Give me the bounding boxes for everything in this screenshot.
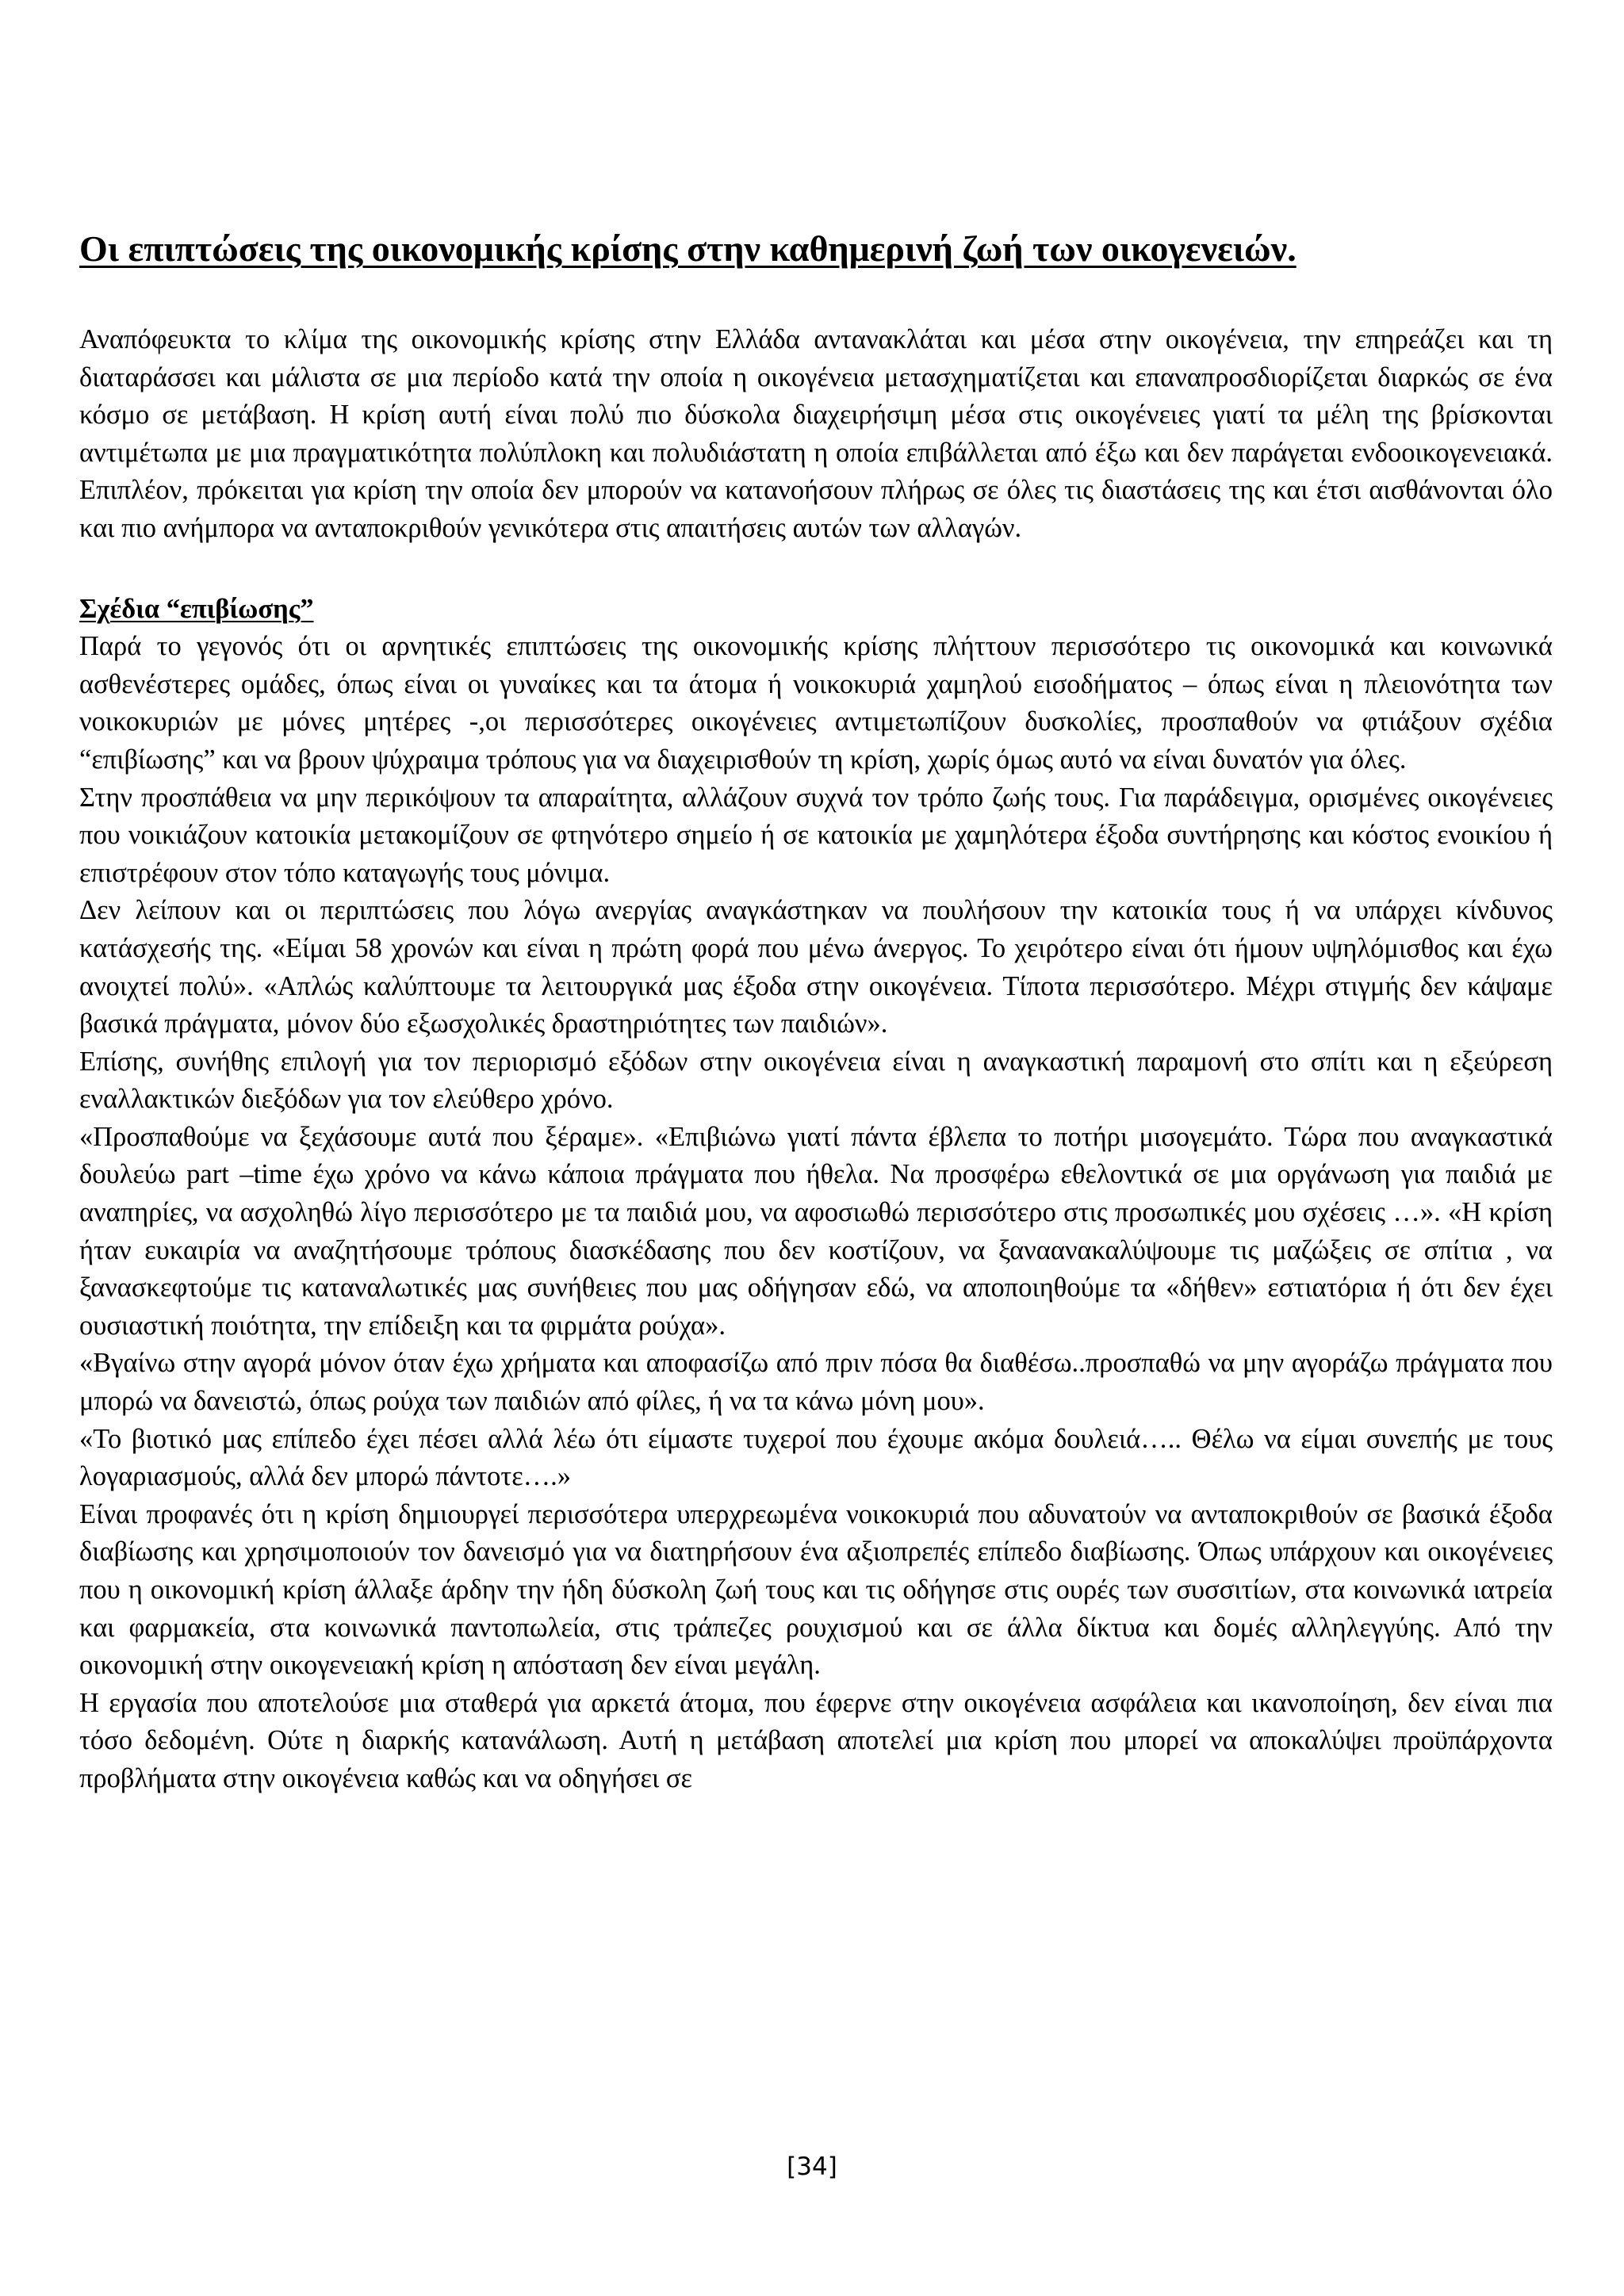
body-text	[79, 321, 1553, 1798]
paragraph: Παρά το γεγονός ότι οι αρνητικές επιπτώσεις της οικονομικής κρίσης πλήττουν περισσότερο τις οικονομικά και κοινωνικά ασθενέστερες ομάδες, όπως είναι οι γυναίκες και τα άτομα ή νοικοκυριά χαμηλού εισοδήματος – όπως είναι η πλειονότητα των νοικοκυριών με μόνες μητέρες -,οι περισσότερες οικογένειες αντιμετωπίζουν δυσκολίες, προσπαθούν να φτιάξουν σχέδια “επιβίωσης” και να βρουν ψύχραιμα τρόπους για να διαχειρισθούν τη κρίση, χωρίς όμως αυτό να είναι δυνατόν για όλες.	[79, 631, 1553, 775]
paragraph: «Βγαίνω στην αγορά μόνον όταν έχω χρήματα και αποφασίζω από πριν πόσα θα διαθέσω..προσπαθώ να μην αγοράζω πράγματα που μπορώ να δανειστώ, όπως ρούχα των παιδιών από φίλες, ή να τα κάνω μόνη μου».	[79, 1348, 1553, 1417]
paragraph: «Προσπαθούμε να ξεχάσουμε αυτά που ξέραμε». «Επιβιώνω γιατί πάντα έβλεπα το ποτήρι μισογεμάτο. Τώρα που αναγκαστικά δουλεύω part –time έχω χρόνο να κάνω κάποια πράγματα που ήθελα. Να προσφέρω εθελοντικά σε μια οργάνωση για παιδιά με αναπηρίες, να ασχοληθώ λίγο περισσότερο με τα παιδιά μου, να αφοσιωθώ περισσότερο στις προσωπικές μου σχέσεις …». «Η κρίση ήταν ευκαιρία να αναζητήσουμε τρόπους διασκέδασης που δεν κοστίζουν, να ξαναανακαλύψουμε τις μαζώξεις σε σπίτια , να ξανασκεφτούμε τις καταναλωτικές μας συνήθειες που μας οδήγησαν εδώ, να αποποιηθούμε τα «δήθεν» εστιατόρια ή ότι δεν έχει ουσιαστική ποιότητα, την επίδειξη και τα φιρμάτα ρούχα».	[79, 1121, 1553, 1341]
page-number: [34]	[787, 2152, 837, 2181]
paragraph: Η εργασία που αποτελούσε μια σταθερά για αρκετά άτομα, που έφερνε στην οικογένεια ασφάλεια και ικανοποίηση, δεν είναι πια τόσο δεδομένη. Ούτε η διαρκής κατανάλωση. Αυτή η μετάβαση αποτελεί μια κρίση που μπορεί να αποκαλύψει προϋπάρχοντα προβλήματα στην οικογένεια καθώς και να οδηγήσει σε	[79, 1687, 1553, 1793]
paragraph: Επίσης, συνήθης επιλογή για τον περιορισμό εξόδων στην οικογένεια είναι η αναγκαστική παραμονή στο σπίτι και η εξεύρεση εναλλακτικών διεξόδων για τον ελεύθερο χρόνο.	[79, 1046, 1553, 1115]
paragraph-spacer	[79, 548, 1553, 591]
paragraph: Δεν λείπουν και οι περιπτώσεις που λόγω ανεργίας αναγκάστηκαν να πουλήσουν την κατοικία τους ή να υπάρχει κίνδυνος κατάσχεσής της. «Είμαι 58 χρονών και είναι η πρώτη φορά που μένω άνεργος. Το χειρότερο είναι ότι ήμουν υψηλόμισθος και έχω ανοιχτεί πολύ». «Απλώς καλύπτουμε τα λειτουργικά μας έξοδα στην οικογένεια. Τίποτα περισσότερο. Μέχρι στιγμής δεν κάψαμε βασικά πράγματα, μόνον δύο εξωσχολικές δραστηριότητες των παιδιών».	[79, 895, 1553, 1039]
paragraph: Στην προσπάθεια να μην περικόψουν τα απαραίτητα, αλλάζουν συχνά τον τρόπο ζωής τους. Για παράδειγμα, ορισμένες οικογένειες που νοικιάζουν κατοικία μετακομίζουν σε φτηνότερο σημείο ή σε κατοικία με χαμηλότερα έξοδα συντήρησης και κόστος ενοικίου ή επιστρέφουν στον τόπο καταγωγής τους μόνιμα.	[79, 782, 1553, 888]
page-title: Οι επιπτώσεις της οικονομικής κρίσης στην καθημερινή ζωή των οικογενειών.	[79, 228, 1297, 269]
section-heading: Σχέδια “επιβίωσης”	[79, 593, 314, 624]
intro-paragraph: Αναπόφευκτα το κλίμα της οικονομικής κρίσης στην Ελλάδα αντανακλάται και μέσα στην οικογένεια, την επηρεάζει και τη διαταράσσει και μάλιστα σε μια περίοδο κατά την οποία η οικογένεια μετασχηματίζεται και επαναπροσδιορίζεται διαρκώς σε ένα κόσμο σε μετάβαση. Η κρίση αυτή είναι πολύ πιο δύσκολα διαχειρήσιμη μέσα στις οικογένειες γιατί τα μέλη της βρίσκονται αντιμέτωπα με μια πραγματικότητα πολύπλοκη και πολυδιάστατη η οποία επιβάλλεται από έξω και δεν παράγεται ενδοοικογενειακά. Επιπλέον, πρόκειται για κρίση την οποία δεν μπορούν να κατανοήσουν πλήρως σε όλες τις διαστάσεις της και έτσι αισθάνονται όλο και πιο ανήμπορα να ανταποκριθούν γενικότερα στις απαιτήσεις αυτών των αλλαγών.	[79, 324, 1553, 543]
paragraph: Είναι προφανές ότι η κρίση δημιουργεί περισσότερα υπερχρεωμένα νοικοκυριά που αδυνατούν να ανταποκριθούν σε βασικά έξοδα διαβίωσης και χρησιμοποιούν τον δανεισμό για να διατηρήσουν ένα αξιοπρεπές επίπεδο διαβίωσης. Όπως υπάρχουν και οικογένειες που η οικονομική κρίση άλλαξε άρδην την ήδη δύσκολη ζωή τους και τις οδήγησε στις ουρές των συσσιτίων, στα κοινωνικά ιατρεία και φαρμακεία, στα κοινωνικά παντοπωλεία, στις τράπεζες ρουχισμού και σε άλλα δίκτυα και δομές αλληλεγγύης. Από την οικονομική στην οικογενειακή κρίση η απόσταση δεν είναι μεγάλη.	[79, 1498, 1553, 1681]
paragraph: «Το βιοτικό μας επίπεδο έχει πέσει αλλά λέω ότι είμαστε τυχεροί που έχουμε ακόμα δουλειά….. Θέλω να είμαι συνεπής με τους λογαριασμούς, αλλά δεν μπορώ πάντοτε….»	[79, 1423, 1553, 1492]
